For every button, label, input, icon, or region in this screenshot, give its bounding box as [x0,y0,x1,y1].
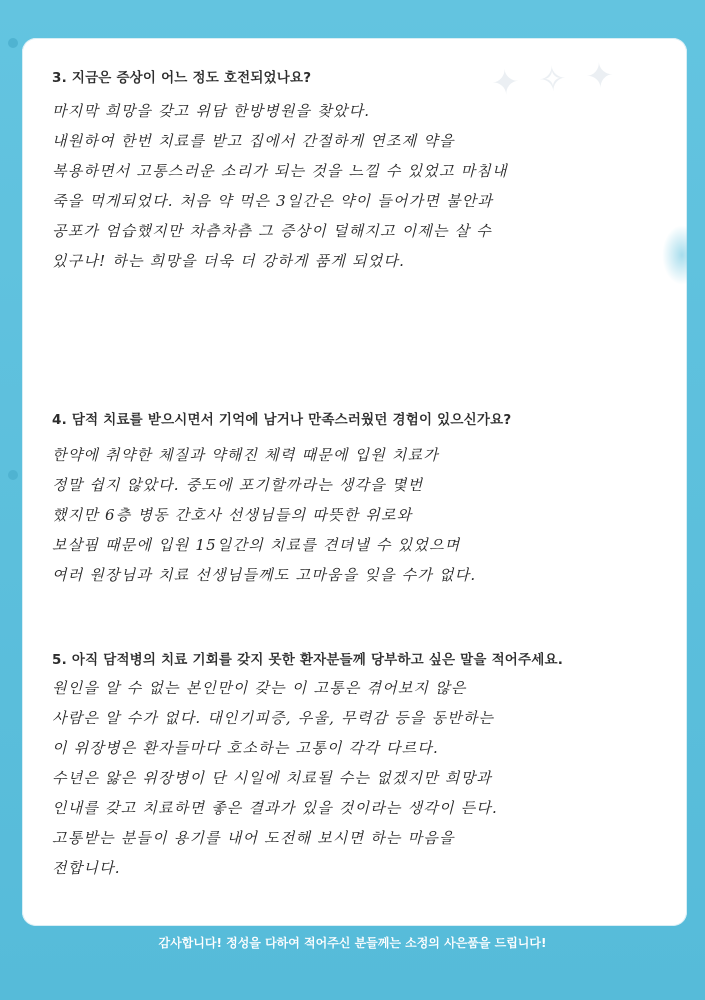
answer-line: 고통받는 분들이 용기를 내어 도전해 보시면 하는 마음을 [52,829,455,847]
binder-hole [8,470,18,480]
answer-line: 인내를 갖고 치료하면 좋은 결과가 있을 것이라는 생각이 든다. [52,799,498,817]
answer-line: 내원하여 한번 치료를 받고 집에서 간절하게 연조제 약을 [52,132,455,150]
background-watermark: ✦ ✧ ✦ [489,55,620,105]
answer-4 [52,440,672,590]
binder-hole [8,38,18,48]
answer-line: 했지만 6층 병동 간호사 선생님들의 따뜻한 위로와 [52,506,413,524]
answer-line: 마지막 희망을 갖고 위담 한방병원을 찾았다. [52,102,371,120]
answer-line: 이 위장병은 환자들마다 호소하는 고통이 각각 다르다. [52,739,439,757]
answer-line: 한약에 취약한 체질과 약해진 체력 때문에 입원 치료가 [52,446,439,464]
ink-stain [662,225,702,285]
answer-line: 수년은 앓은 위장병이 단 시일에 치료될 수는 없겠지만 희망과 [52,769,492,787]
answer-line: 전합니다. [52,859,121,877]
answer-line: 보살핌 때문에 입원 15일간의 치료를 견뎌낼 수 있었으며 [52,536,461,554]
answer-5 [52,673,672,883]
footer-thanks: 감사합니다! 정성을 다하여 적어주신 분들께는 소정의 사은품을 드립니다! [158,936,547,950]
answer-line: 정말 쉽지 않았다. 중도에 포기할까라는 생각을 몇번 [52,476,424,494]
answer-line: 사람은 알 수가 없다. 대인기피증, 우울, 무력감 등을 동반하는 [52,709,495,727]
answer-line: 공포가 엄습했지만 차츰차츰 그 증상이 덜해지고 이제는 살 수 [52,222,492,240]
questionnaire-card [22,38,687,926]
question-3: 3. 지금은 증상이 어느 정도 호전되었나요? [52,70,312,86]
answer-line: 죽을 먹게되었다. 처음 약 먹은 3일간은 약이 들어가면 불안과 [52,192,494,210]
answer-3 [52,96,672,276]
question-5: 5. 아직 담적병의 치료 기회를 갖지 못한 환자분들께 당부하고 싶은 말을 적어주세요. [52,652,564,668]
question-4: 4. 담적 치료를 받으시면서 기억에 남거나 만족스러웠던 경험이 있으신가요? [52,412,512,428]
answer-line: 원인을 알 수 없는 본인만이 갖는 이 고통은 겪어보지 않은 [52,679,467,697]
answer-line: 복용하면서 고통스러운 소리가 되는 것을 느낄 수 있었고 마침내 [52,162,508,180]
answer-line: 있구나! 하는 희망을 더욱 더 강하게 품게 되었다. [52,252,406,270]
answer-line: 여러 원장님과 치료 선생님들께도 고마움을 잊을 수가 없다. [52,566,477,584]
